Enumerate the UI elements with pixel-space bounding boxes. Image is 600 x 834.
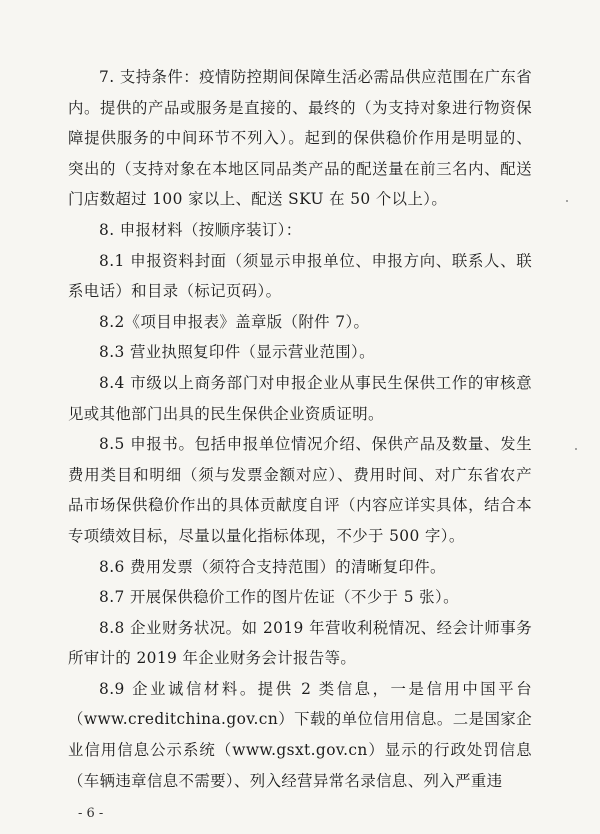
page-number: - 6 - <box>78 806 104 821</box>
paragraph-8-9: 8.9 企业诚信材料。提供 2 类信息，一是信用中国平台（www.creditchina.gov.cn）下载的单位信用信息。二是国家企业信用信息公示系统（www.gsxt.gov.cn）显示的行政处罚信息（车辆违章信息不需要）、列入经营异常名录信息、列入严重违 <box>68 679 532 790</box>
paragraph-8-2: 8.2《项目申报表》盖章版（附件 7）。 <box>99 312 370 331</box>
scan-speck <box>575 448 577 450</box>
paragraph-8-8: 8.8 企业财务状况。如 2019 年营收利税情况、经会计师事务所审计的 2019 年企业财务会计报告等。 <box>68 618 532 668</box>
paragraph-8-4: 8.4 市级以上商务部门对申报企业从事民生保供工作的审核意见或其他部门出具的民生保供企业资质证明。 <box>68 373 532 423</box>
document-body <box>68 62 532 796</box>
paragraph-8-5: 8.5 申报书。包括申报单位情况介绍、保供产品及数量、发生费用类目和明细（须与发票金额对应）、费用时间、对广东省农产品市场保供稳价作出的具体贡献度自评（内容应详实具体，结合本专项绩效目标，尽量以量化指标体现，不少于 500 字）。 <box>68 435 532 545</box>
paragraph-8-7: 8.7 开展保供稳价工作的图片佐证（不少于 5 张）。 <box>99 588 459 607</box>
scan-speck <box>566 200 568 202</box>
paragraph-8-6: 8.6 费用发票（须符合支持范围）的清晰复印件。 <box>99 557 446 576</box>
paragraph-8-1: 8.1 申报资料封面（须显示申报单位、申报方向、联系人、联系电话）和目录（标记页码）。 <box>68 251 532 301</box>
paragraph-materials-heading: 8. 申报材料（按顺序装订）： <box>99 220 302 239</box>
paragraph-support-conditions: 7. 支持条件：疫情防控期间保障生活必需品供应范围在广东省内。提供的产品或服务是直接的、最终的（为支持对象进行物资保障提供服务的中间环节不列入）。起到的保供稳价作用是明显的、突出的（支持对象在本地区同品类产品的配送量在前三名内、配送门店数超过 100 家以上、配送 SKU 在 50 个以上）。 <box>68 68 532 209</box>
paragraph-8-3: 8.3 营业执照复印件（显示营业范围）。 <box>99 343 375 362</box>
